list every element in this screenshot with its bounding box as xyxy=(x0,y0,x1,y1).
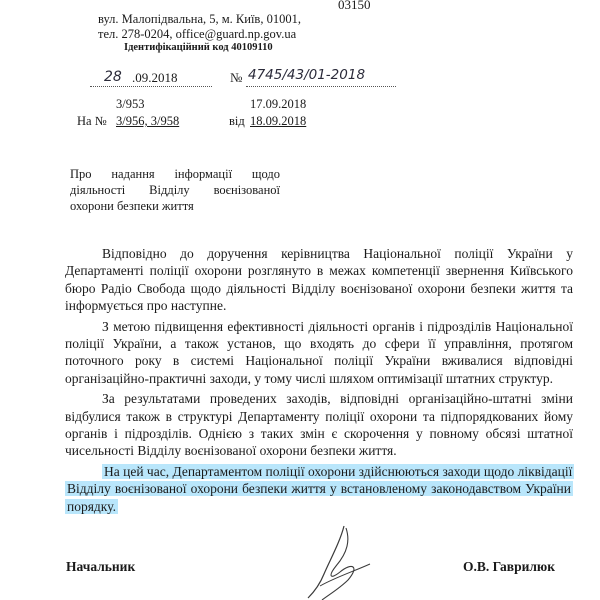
paragraph-text: Відповідно до доручення керівництва Національної поліції України у Департаменті поліції охорони розглянуто в межах компетенції звернення Київського бюро Радіо Свобода щодо діяльності Відділу воєнізованої охорони безпеки життя та інформується про наступне. xyxy=(65,246,573,314)
reference-date-second: 18.09.2018 xyxy=(250,114,307,128)
reference-number-second: 3/956, 3/958 xyxy=(116,114,180,128)
outgoing-registration xyxy=(90,64,400,92)
registration-day-handwritten: 28 xyxy=(104,69,122,85)
subject-line: Про надання інформації щодо xyxy=(70,167,280,181)
address-line: вул. Малопідвальна, 5, м. Київ, 01001, xyxy=(98,12,301,26)
contact-line: тел. 278-0204, office@guard.np.gov.ua xyxy=(98,27,297,41)
handwritten-signature xyxy=(300,522,380,600)
number-underline xyxy=(246,86,396,87)
highlighted-paragraph xyxy=(65,463,573,515)
reference-date-first: 17.09.2018 xyxy=(250,97,307,111)
signatory-name: О.В. Гаврилюк xyxy=(463,559,556,574)
registration-number-handwritten: 4745/43/01-2018 xyxy=(248,67,366,83)
subject-line: діяльності Відділу воєнізованої xyxy=(70,183,280,197)
reference-number-first: 3/953 xyxy=(116,97,145,111)
reference-label: На № xyxy=(77,114,107,128)
registration-date: .09.2018 xyxy=(132,70,178,85)
paragraph xyxy=(65,245,573,315)
paragraph-text: За результатами проведених заходів, відповідні організаційно-штатні зміни відбулися також в структурі Департаменту поліції охорони та підпорядкованих йому органів і підрозділів. Однією з таких змін є скорочення у повному обсязі штатної чисельності Відділу воєнізованої охорони безпеки життя. xyxy=(65,391,573,459)
identification-code: Ідентифікаційний код 40109110 xyxy=(124,42,273,53)
subject-block xyxy=(70,166,280,214)
stamp-code: 03150 xyxy=(338,0,371,12)
reference-vid-label: від xyxy=(229,114,245,128)
highlighted-text: На цей час, Департаментом поліції охорони здійснюються заходи щодо ліквідації Відділу воєнізованої охорони безпеки життя у встановленому законодавством України порядку. xyxy=(67,463,573,514)
date-underline xyxy=(90,86,212,87)
number-sign: № xyxy=(230,70,243,85)
signatory-title: Начальник xyxy=(66,559,136,574)
paragraph-text: З метою підвищення ефективності діяльності органів і підрозділів Національної поліції України, а також установ, що входять до сфери її управління, протягом поточного року в системі Національної поліції України вживалися відповідні організаційно-практичні заходи, у тому числі шляхом оптимізації штатних структур. xyxy=(65,318,573,386)
paragraph xyxy=(65,390,573,460)
paragraph xyxy=(65,318,573,388)
subject-line: охорони безпеки життя xyxy=(70,199,194,213)
letter-body xyxy=(65,245,573,518)
